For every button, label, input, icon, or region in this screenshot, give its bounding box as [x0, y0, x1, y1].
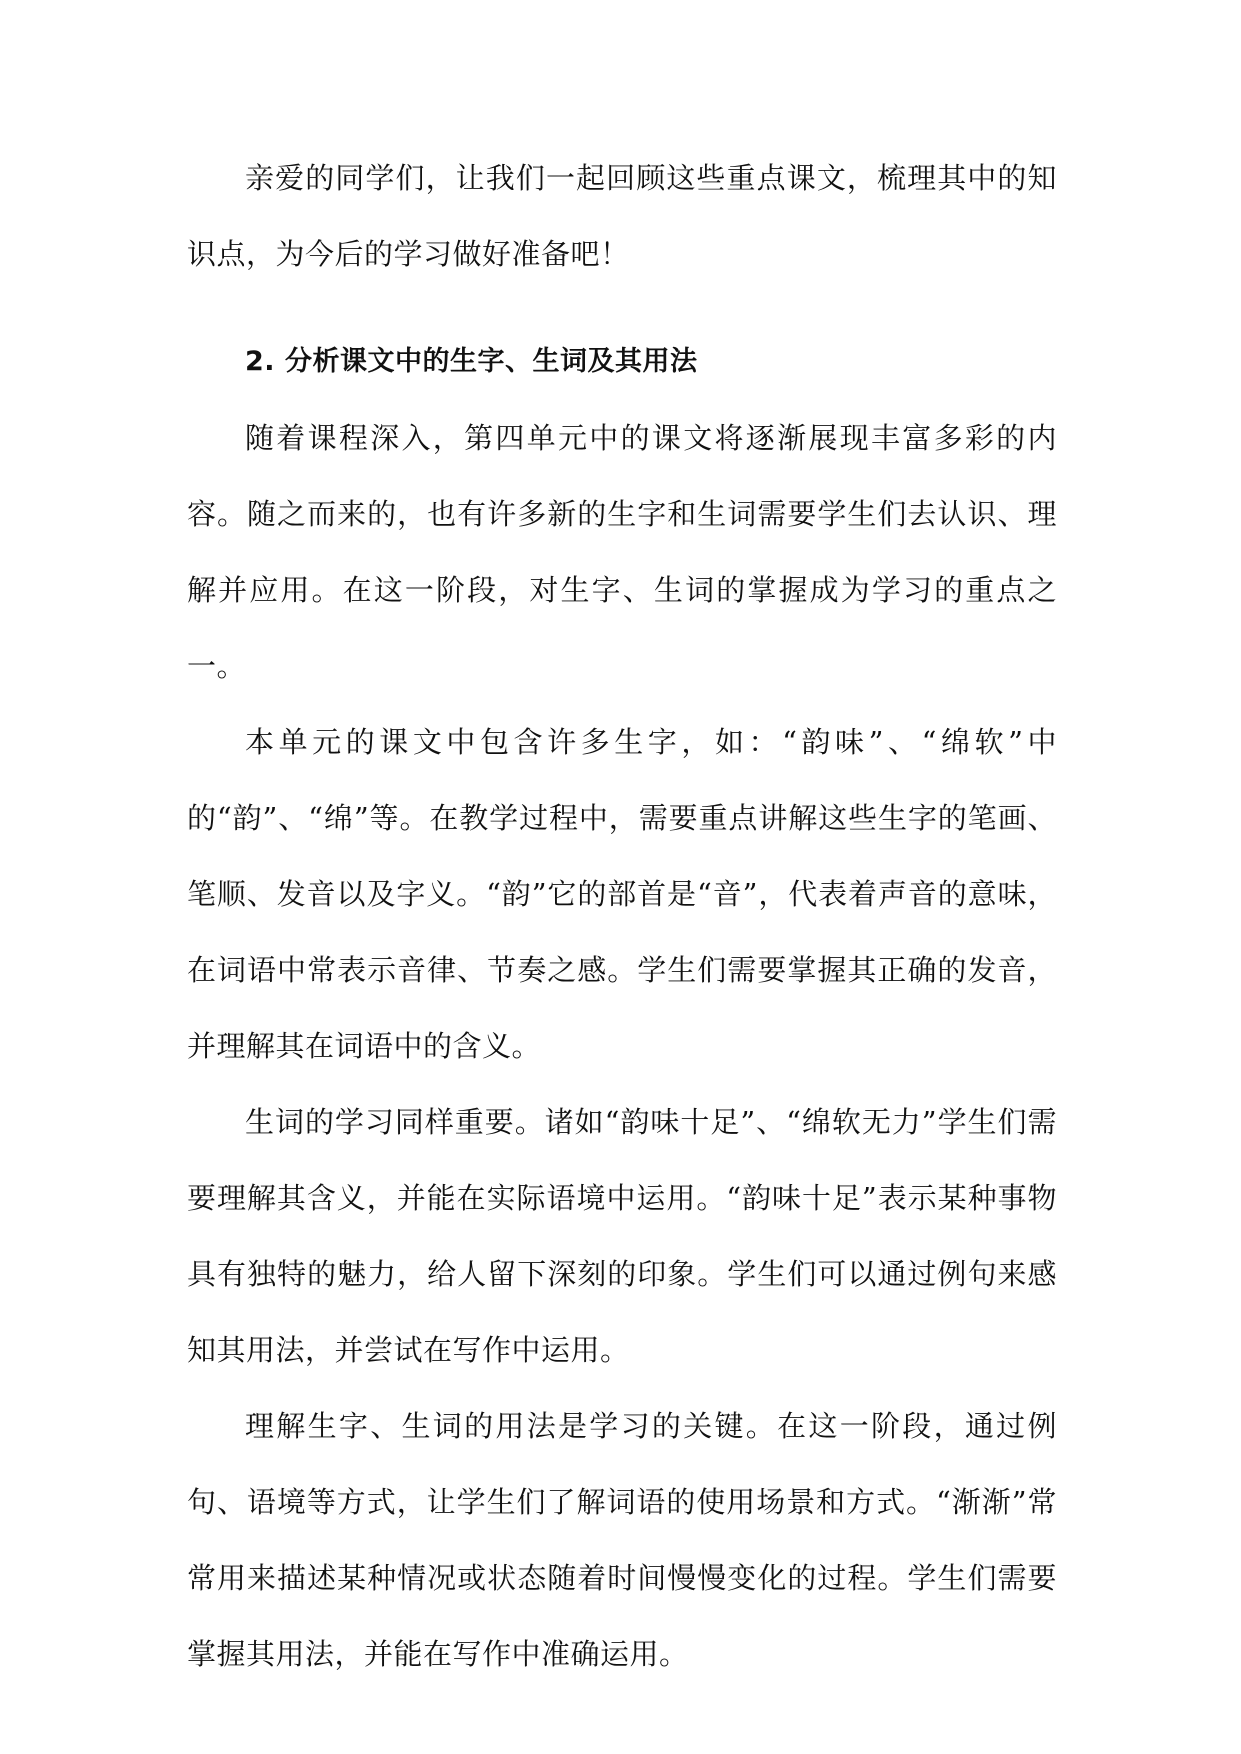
intro-paragraph: 亲爱的同学们，让我们一起回顾这些重点课文，梳理其中的知识点，为今后的学习做好准备吧！: [187, 161, 1057, 271]
section-heading: 2. 分析课文中的生字、生词及其用法: [245, 346, 698, 377]
body-paragraph: 生词的学习同样重要。诸如“韵味十足”、“绵软无力”学生们需要理解其含义，并能在实际语境中运用。“韵味十足”表示某种事物具有独特的魅力，给人留下深刻的印象。学生们可以通过例句来感知其用法，并尝试在写作中运用。: [187, 1105, 1057, 1367]
body-paragraph: 随着课程深入，第四单元中的课文将逐渐展现丰富多彩的内容。随之而来的，也有许多新的生字和生词需要学生们去认识、理解并应用。在这一阶段，对生字、生词的掌握成为学习的重点之一。: [187, 421, 1057, 683]
body-paragraph: 本单元的课文中包含许多生字，如：“韵味”、“绵软”中的“韵”、“绵”等。在教学过程中，需要重点讲解这些生字的笔画、笔顺、发音以及字义。“韵”它的部首是“音”，代表着声音的意味，在词语中常表示音律、节奏之感。学生们需要掌握其正确的发音，并理解其在词语中的含义。: [187, 725, 1057, 1063]
body-paragraph: 理解生字、生词的用法是学习的关键。在这一阶段，通过例句、语境等方式，让学生们了解词语的使用场景和方式。“渐渐”常常用来描述某种情况或状态随着时间慢慢变化的过程。学生们需要掌握其用法，并能在写作中准确运用。: [187, 1409, 1057, 1671]
section-spacer: [187, 292, 1057, 324]
document-body: [187, 140, 1057, 1692]
